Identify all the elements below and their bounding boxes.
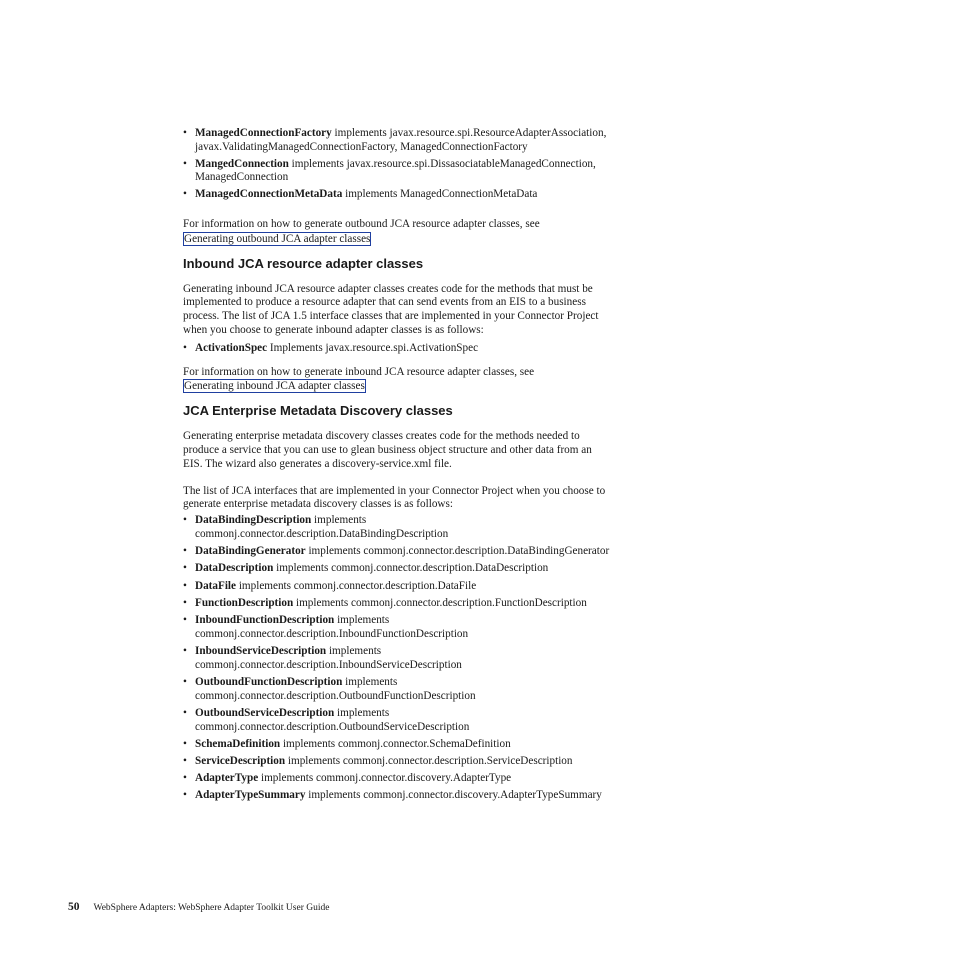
class-description: implements commonj.connector.description.DataDescription [273,562,549,575]
list-item [183,188,613,202]
class-name: DataFile [195,579,237,592]
class-name: AdapterType [195,772,259,785]
class-description: implements commonj.connector.discovery.AdapterTypeSummary [305,789,602,802]
inbound-paragraph: Generating inbound JCA resource adapter classes creates code for the methods that must be implemented to produce a resource adapter that can send events from an EIS to a business process. The list of JCA 1.5 interface classes that are implemented in your Connector Project when you choose to generate inbound adapter classes is as follows: [183,282,599,336]
inbound-info-text: For information on how to generate inbound JCA resource adapter classes, see [183,365,535,378]
bullet: • [183,644,187,657]
list-item [183,738,613,752]
list-item [183,545,613,559]
bullet: • [183,127,187,139]
bullet: • [183,789,187,802]
class-description: implements commonj.connector.SchemaDefinition [280,737,511,750]
class-name: OutboundFunctionDescription [195,675,343,688]
class-name: ActivationSpec [195,341,268,354]
list-item [183,789,613,803]
class-name: ServiceDescription [195,755,286,767]
class-name: DataBindingDescription [195,514,312,527]
bullet: • [183,562,187,575]
page-footer [68,901,329,913]
page-number: 50 [68,901,80,913]
inbound-list [183,342,613,356]
list-item [183,707,613,735]
list-item [183,580,613,594]
class-name: MangedConnection [195,157,289,170]
list-item [183,127,613,155]
class-name: ManagedConnectionFactory [195,127,332,139]
bullet: • [183,157,187,170]
bullet: • [183,772,187,785]
bullet: • [183,755,187,767]
class-description: Implements javax.resource.spi.ActivationSpec [267,341,479,354]
class-description: implements commonj.connector.description.FunctionDescription [293,596,587,609]
class-description: implements commonj.connector.description.OutboundFunctionDescription [195,675,476,702]
bullet: • [183,613,187,626]
class-description: implements commonj.connector.description.DataBindingDescription [195,514,449,540]
inbound-classes-link[interactable]: Generating inbound JCA adapter classes [184,380,365,393]
class-description: implements commonj.connector.discovery.AdapterType [258,772,512,785]
bullet: • [183,514,187,527]
class-description: implements commonj.connector.description.OutboundServiceDescription [195,706,470,733]
bullet: • [183,341,187,354]
outbound-info-text: For information on how to generate outbound JCA resource adapter classes, see [183,217,540,230]
bullet: • [183,675,187,688]
class-description: implements commonj.connector.description.DataFile [236,579,477,592]
class-name: ManagedConnectionMetaData [195,188,343,201]
class-description: implements javax.resource.spi.DissasociatableManagedConnection, ManagedConnection [195,157,596,184]
list-item [183,676,613,704]
class-description: implements commonj.connector.description.InboundFunctionDescription [195,613,469,640]
class-name: InboundServiceDescription [195,644,327,657]
class-description: implements ManagedConnectionMetaData [342,188,538,201]
list-item [183,614,613,642]
bullet: • [183,545,187,558]
discovery-heading: JCA Enterprise Metadata Discovery classes [183,403,453,419]
bullet: • [183,188,187,201]
class-description: implements commonj.connector.description.ServiceDescription [285,755,573,767]
list-item [183,562,613,576]
class-name: AdapterTypeSummary [195,789,306,802]
class-name: DataBindingGenerator [195,545,306,558]
list-item [183,514,613,542]
document-title: WebSphere Adapters: WebSphere Adapter Toolkit User Guide [93,903,330,913]
list-item [183,597,613,611]
bullet: • [183,737,187,750]
discovery-paragraph-1: Generating enterprise metadata discovery classes creates code for the methods needed to produce a service that you can use to glean business object structure and other data from an EIS. The wizard also generates a discovery-service.xml file. [183,430,592,470]
class-description: implements commonj.connector.description.DataBindingGenerator [305,545,610,558]
list-item [183,645,613,673]
class-description: implements commonj.connector.description.InboundServiceDescription [195,644,462,671]
discovery-paragraph-2: The list of JCA interfaces that are implemented in your Connector Project when you choose to generate enterprise metadata discovery classes is as follows: [183,484,606,511]
list-item [183,755,613,769]
list-item [183,342,613,356]
class-description: implements javax.resource.spi.ResourceAdapterAssociation, javax.ValidatingManagedConnectionFactory, ManagedConnectionFactory [195,127,607,153]
discovery-list [183,514,613,803]
class-name: OutboundServiceDescription [195,706,335,719]
outbound-classes-link[interactable]: Generating outbound JCA adapter classes [184,232,371,245]
inbound-info-paragraph [183,366,613,395]
inbound-heading: Inbound JCA resource adapter classes [183,255,424,271]
bullet: • [183,596,187,609]
class-name: DataDescription [195,562,274,575]
intro-list [183,127,613,202]
class-name: FunctionDescription [195,596,294,609]
document-body [183,127,613,807]
bullet: • [183,706,187,719]
list-item [183,158,613,186]
class-name: SchemaDefinition [195,737,281,750]
bullet: • [183,579,187,592]
class-name: InboundFunctionDescription [195,613,335,626]
outbound-info-paragraph [183,218,613,247]
list-item [183,772,613,786]
